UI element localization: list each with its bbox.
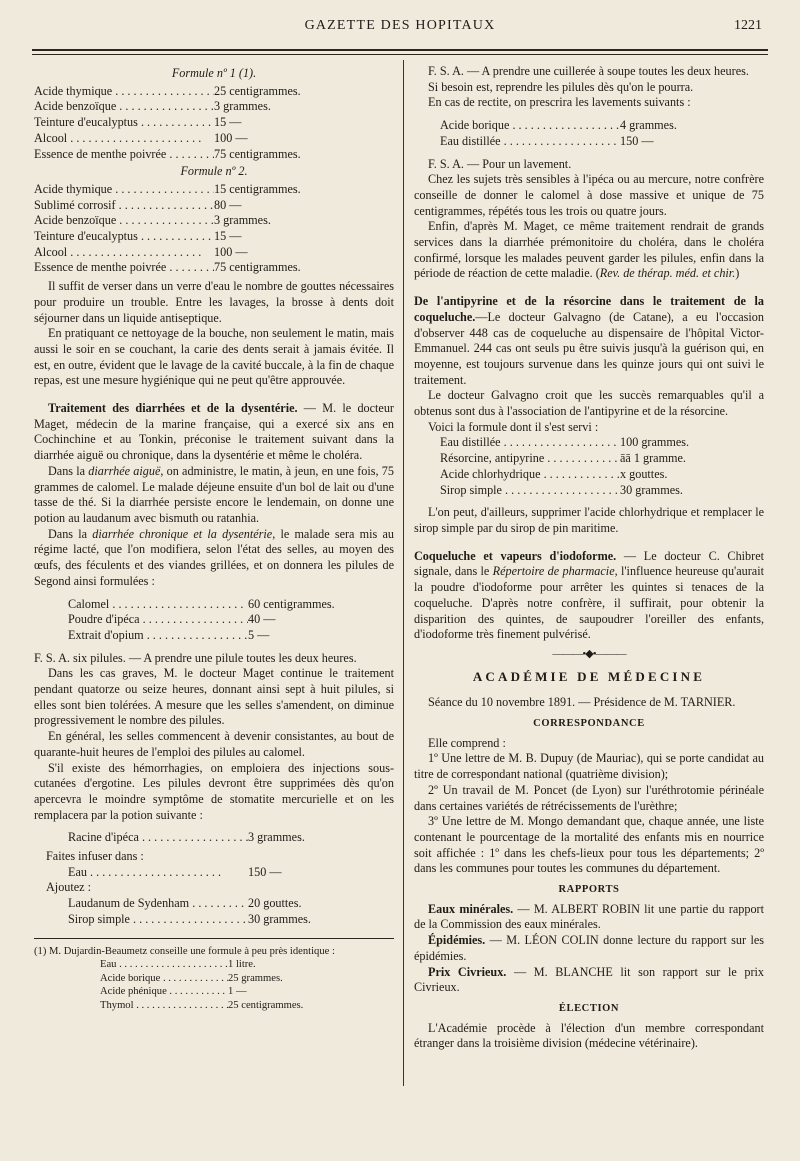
footnote-text: (1) M. Dujardin-Beaumetz conseille une formule à peu près identique : bbox=[34, 945, 335, 957]
article-iodoforme: Coqueluche et vapeurs d'iodoforme. — Le docteur C. Chibret signale, dans le Répertoire de pharmacie, l'influence heureuse qu'aurait la poudre d'iodoforme pour arrêter les quintes si tenaces de la coqueluche. D'après notre confrère, il suffirait, pour obtenir la disparition des quintes, de saupoudrer l'oreiller des enfants, d'iodoforme très finement pulvérisé. bbox=[414, 548, 764, 642]
ingredient-amount: 80 — bbox=[214, 197, 242, 212]
page-header bbox=[32, 18, 768, 44]
header-rule-thin bbox=[32, 54, 768, 55]
recipe-line bbox=[34, 131, 394, 147]
ingredient-amount: 4 grammes. bbox=[620, 118, 677, 133]
ingredient-name: Acide phénique . . . bbox=[100, 985, 228, 999]
ingredient-name: Eau . . . bbox=[100, 958, 228, 972]
recipe-line bbox=[34, 99, 394, 115]
ingredient-amount: 150 — bbox=[248, 864, 282, 879]
recipe-line bbox=[440, 134, 764, 150]
recipe-line bbox=[34, 182, 394, 198]
ingredient-amount: 25 centigrammes. bbox=[228, 999, 304, 1011]
report-item: Épidémies. — M. LÉON COLIN donne lecture du rapport sur les épidémies. bbox=[414, 933, 764, 963]
ingredient-amount: 25 centigrammes. bbox=[214, 83, 301, 98]
header-rule bbox=[32, 49, 768, 51]
ingredient-name: Acide benzoïque . . . bbox=[34, 213, 214, 229]
paragraph: Le docteur Galvagno croit que les succès remarquables qu'il a obtenus sont dus à l'association de l'antipyrine et de la résorcine. bbox=[414, 388, 764, 419]
ingredient-name: Sirop simple . . . bbox=[440, 483, 620, 499]
report-item: Prix Civrieux. — M. BLANCHE lit son rapport sur le prix Civrieux. bbox=[414, 964, 764, 995]
paragraph: Dans la diarrhée chronique et la dysentérie, le malade sera mis au régime lacté, que l'on modifiera, selon l'état des selles, au moyen des œufs, des féculents et des viandes grillées, et on donnera les pilules de Segond ainsi formulées : bbox=[34, 526, 395, 588]
ingredient-name: Teinture d'eucalyptus . . . bbox=[34, 229, 214, 245]
ingredient-name: Racine d'ipéca . . . bbox=[68, 830, 248, 846]
article-heading: Traitement des diarrhées et de la dysentérie. bbox=[48, 401, 298, 416]
ingredient-amount: 1 litre. bbox=[228, 959, 256, 971]
ingredient-amount: 75 centigrammes. bbox=[214, 146, 301, 161]
ingredient-name: Teinture d'eucalyptus . . . bbox=[34, 115, 214, 131]
paragraph: Enfin, d'après M. Maget, ce même traitement rendrait de grands services dans la diarrhée prémonitoire du choléra, dans le choléra confirmé, lorsque les malades peuvent garder les pilules, enfin dans la période de réaction de cette maladie. (Rev. de thérap. méd. et chir.) bbox=[414, 219, 764, 281]
instruction: Ajoutez : bbox=[46, 880, 92, 895]
instruction: Faites infuser dans : bbox=[46, 849, 144, 864]
column-divider bbox=[403, 60, 404, 1086]
footnote-recipe bbox=[100, 958, 394, 1012]
paragraph: En pratiquant ce nettoyage de la bouche, non seulement le matin, mais aussi le soir en se couchant, la carie des dents serait à jamais évitée. Il est, en outre, évident que le lavage de la cavité buccale, à la fin de chaque repas, est une mesure hygiénique qui ne peut qu'être approuvée. bbox=[34, 326, 394, 388]
ingredient-amount: 100 grammes. bbox=[620, 435, 690, 450]
recipe-line bbox=[68, 896, 394, 912]
ingredient-amount: 3 grammes. bbox=[248, 830, 305, 845]
ingredient-name: Laudanum de Sydenham . . . bbox=[68, 896, 248, 912]
paragraph: F. S. A. — A prendre une cuillerée à soupe toutes les deux heures. bbox=[428, 64, 749, 78]
paragraph: Chez les sujets très sensibles à l'ipéca ou au mercure, notre confrère conseille de donner le calomel à dose massive et unique de 75 centigrammes, répétés tous les trois ou quatre jours. bbox=[414, 172, 764, 218]
recipe-line bbox=[34, 115, 394, 131]
ingredient-amount: 100 — bbox=[214, 130, 248, 145]
paragraph: En cas de rectite, on prescrira les lavements suivants : bbox=[428, 95, 691, 110]
ingredient-amount: 3 grammes. bbox=[214, 213, 271, 228]
article-antipyrine: De l'antipyrine et de la résorcine dans le traitement de la coqueluche.—Le docteur Galvagno (de Catane), a eu l'occasion d'observer 448 cas de coqueluche au dispensaire de l'hôpital Victor-Emmanuel. 244 cas ont seuls pu être suivis jusqu'à la guérison qui, en moyenne, est toujours survenue dans les quinze jours qui ont suivi le traitement. bbox=[414, 294, 764, 387]
recipe-line bbox=[34, 213, 394, 229]
ingredient-amount: 20 gouttes. bbox=[248, 896, 302, 911]
ingredient-name: Calomel . . . bbox=[68, 597, 248, 613]
ingredient-name: Eau distillée . . . bbox=[440, 134, 620, 150]
paragraph: Elle comprend : bbox=[428, 735, 506, 750]
formule-list bbox=[440, 435, 764, 498]
paragraph: Dans la diarrhée aiguë, on administre, le matin, à jeun, en une fois, 75 grammes de calomel. Le malade déjeune ensuite d'un bol de lait ou d'une tasse de thé. Si la diarrhée persiste encore le lendemain, on donne une potion au laudanum avec bismuth ou ratanhia. bbox=[34, 463, 394, 525]
ingredient-amount: 25 grammes. bbox=[228, 972, 283, 984]
ingredient-name: Alcool . . . bbox=[34, 131, 214, 147]
recipe-line bbox=[100, 999, 394, 1013]
session-line: Séance du 10 novembre 1891. — Présidence de M. TARNIER. bbox=[428, 695, 736, 710]
page-number: 1221 bbox=[734, 18, 762, 33]
recipe-line bbox=[68, 830, 394, 846]
ingredient-name: Acide borique . . . bbox=[100, 972, 228, 986]
right-column bbox=[414, 64, 764, 1052]
subsection-title: RAPPORTS bbox=[558, 884, 620, 896]
recipe-line bbox=[440, 467, 764, 483]
ingredient-amount: 30 grammes. bbox=[248, 911, 311, 926]
ingredient-amount: 75 centigrammes. bbox=[214, 260, 301, 275]
subsection-title: ÉLECTION bbox=[558, 1002, 620, 1014]
ingredient-amount: 1 — bbox=[228, 986, 247, 998]
paragraph: Dans les cas graves, M. le docteur Maget continue le traitement pendant quatorze ou seize heures, donnant ainsi sept à huit pilules, si elles sont bien tolérées. A mesure que les selles s'amendent, on diminue progressivement le nombre des pilules. bbox=[34, 666, 394, 728]
ingredient-name: Extrait d'opium . . . bbox=[68, 628, 248, 644]
potion-list bbox=[68, 865, 394, 881]
ingredient-amount: 40 — bbox=[248, 612, 276, 627]
recipe-line bbox=[34, 198, 394, 214]
ingredient-amount: 5 — bbox=[248, 627, 270, 642]
ingredient-name: Résorcine, antipyrine . . . bbox=[440, 451, 620, 467]
left-column bbox=[34, 64, 394, 1012]
ingredient-name: Eau . . . bbox=[68, 865, 248, 881]
list-item: 2º Un travail de M. Poncet (de Lyon) sur l'uréthrotomie périnéale dans certaines variétés de rétrécissements de l'urèthre; bbox=[414, 782, 764, 813]
journal-title: GAZETTE DES HOPITAUX bbox=[304, 18, 496, 33]
ingredient-name: Eau distillée . . . bbox=[440, 435, 620, 451]
recipe-line bbox=[68, 597, 394, 613]
ingredient-name: Acide thymique . . . bbox=[34, 84, 214, 100]
article-dysentery bbox=[34, 401, 394, 464]
paragraph: S'il existe des hémorrhagies, on emploiera des injections sous-cutanées d'ergotine. Les pilules devront être supprimées dès qu'on apercevra le moindre symptôme de stomatite mercurielle et on les remplacera par la potion suivante : bbox=[34, 760, 394, 822]
list-item: 3º Une lettre de M. Mongo demandant que, chaque année, une liste contenant le pourcentage de la mortalité des enfants mis en nourrice soit affichée : 1º dans les chefs-lieux pour tous les départements; 2º dans les communes pour toutes les communes du département. bbox=[414, 814, 764, 876]
ingredient-amount: 15 — bbox=[214, 229, 242, 244]
recipe-line bbox=[34, 245, 394, 261]
ingredient-name: Acide benzoïque . . . bbox=[34, 99, 214, 115]
paragraph: Il suffit de verser dans un verre d'eau le nombre de gouttes nécessaires pour produire un trouble. Entre les lavages, la brosse à dents doit séjourner dans un liquide antiseptique. bbox=[34, 279, 394, 325]
footnote-rule bbox=[34, 938, 394, 939]
paragraph: L'Académie procède à l'élection d'un membre correspondant étranger dans la troisième division (médecine vétérinaire). bbox=[414, 1020, 764, 1051]
ingredient-name: Alcool . . . bbox=[34, 245, 214, 261]
formula-2-list bbox=[34, 182, 394, 276]
footnote bbox=[34, 945, 394, 1013]
paragraph: Si besoin est, reprendre les pilules dès qu'on le pourra. bbox=[428, 79, 694, 94]
ingredient-name: Essence de menthe poivrée . . . bbox=[34, 260, 214, 276]
formula-2-title: Formule nº 2. bbox=[180, 164, 248, 179]
pilules-list bbox=[68, 597, 394, 644]
article-heading: De l'antipyrine et de la résorcine dans le traitement de la coqueluche. bbox=[414, 294, 764, 324]
potion-list bbox=[68, 896, 394, 927]
ingredient-amount: 15 — bbox=[214, 115, 242, 130]
ingredient-name: Acide borique . . . bbox=[440, 118, 620, 134]
ingredient-name: Acide thymique . . . bbox=[34, 182, 214, 198]
ingredient-amount: 3 grammes. bbox=[214, 99, 271, 114]
list-item: 1º Une lettre de M. B. Dupuy (de Mauriac), qui se porte candidat au titre de correspondant national (quatrième division); bbox=[414, 751, 764, 782]
ingredient-name: Sublimé corrosif . . . bbox=[34, 198, 214, 214]
ingredient-amount: 100 — bbox=[214, 244, 248, 259]
formula-1-title: Formule nº 1 (1). bbox=[171, 66, 257, 80]
section-title: ACADÉMIE DE MÉDECINE bbox=[472, 668, 706, 684]
recipe-line bbox=[440, 451, 764, 467]
potion-list bbox=[68, 830, 394, 846]
ingredient-amount: 150 — bbox=[620, 133, 654, 148]
recipe-line bbox=[440, 118, 764, 134]
article-heading: Coqueluche et vapeurs d'iodoforme. bbox=[414, 548, 617, 563]
recipe-line bbox=[440, 435, 764, 451]
formula-1-list bbox=[34, 84, 394, 163]
section-ornament: ———•◆•——— bbox=[552, 647, 626, 660]
paragraph: L'on peut, d'ailleurs, supprimer l'acide chlorhydrique et remplacer le sirop simple par du sirop de pin maritime. bbox=[414, 505, 764, 535]
ingredient-name: Sirop simple . . . bbox=[68, 912, 248, 928]
ingredient-amount: āā 1 gramme. bbox=[620, 451, 686, 466]
article-lead: — M. le docteur Maget, médecin de la marine française, qui a exercé six ans en Cochinchine et au Tonkin, préconise le traitement suivant dans la diarrhée aiguë ou chronique, dans la dysentérie et même le choléra. bbox=[34, 401, 394, 463]
paragraph: Voici la formule dont il s'est servi : bbox=[428, 419, 599, 434]
recipe-line bbox=[68, 912, 394, 928]
paragraph: F. S. A. six pilules. — A prendre une pilule toutes les deux heures. bbox=[34, 650, 357, 665]
recipe-line bbox=[34, 229, 394, 245]
ingredient-amount: 30 grammes. bbox=[620, 482, 683, 497]
report-item: Eaux minérales. — M. ALBERT ROBIN lit une partie du rapport de la Commission des eaux minérales. bbox=[414, 901, 764, 932]
recipe-line bbox=[34, 84, 394, 100]
ingredient-amount: 15 centigrammes. bbox=[214, 181, 301, 196]
ingredient-amount: 60 centigrammes. bbox=[248, 596, 335, 611]
recipe-line bbox=[68, 865, 394, 881]
ingredient-name: Acide chlorhydrique . . . bbox=[440, 467, 620, 483]
subsection-title: CORRESPONDANCE bbox=[533, 718, 645, 730]
recipe-line bbox=[68, 628, 394, 644]
ingredient-name: Poudre d'ipéca . . . bbox=[68, 612, 248, 628]
ingredient-name: Thymol . . . bbox=[100, 999, 228, 1013]
recipe-line bbox=[100, 958, 394, 972]
lavement-list bbox=[440, 118, 764, 149]
ingredient-amount: x gouttes. bbox=[620, 466, 668, 481]
recipe-line bbox=[440, 483, 764, 499]
paragraph: En général, les selles commencent à devenir consistantes, au bout de quarante-huit heures de l'emploi des pilules au calomel. bbox=[34, 729, 394, 759]
ingredient-name: Essence de menthe poivrée . . . bbox=[34, 147, 214, 163]
recipe-line bbox=[34, 147, 394, 163]
recipe-line bbox=[34, 260, 394, 276]
recipe-line bbox=[100, 985, 394, 999]
paragraph: F. S. A. — Pour un lavement. bbox=[428, 156, 572, 171]
recipe-line bbox=[100, 972, 394, 986]
recipe-line bbox=[68, 612, 394, 628]
